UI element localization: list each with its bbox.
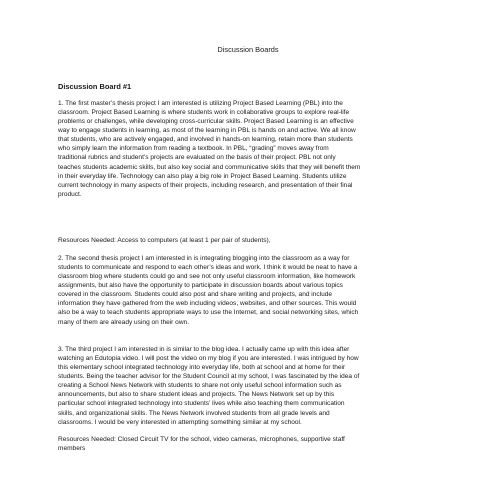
paragraph-line: 2. The second thesis project I am interested in is integrating blogging into the classroom as a way for bbox=[58, 255, 350, 262]
paragraph-line: members bbox=[58, 445, 86, 453]
paragraph-line: students. Being the teacher advisor for the Student Council at my school, I was fascinated by the idea of bbox=[58, 373, 360, 381]
paragraph-line: product. bbox=[58, 190, 82, 198]
paragraph-line: problems or challenges, while developing cross-curricular skills. Project Based Learning is an effective bbox=[58, 118, 354, 126]
paragraph-line: that students, who are actively engaged, and involved in hands-on learning, retain more than students bbox=[58, 136, 353, 144]
paragraph-line: particular school integrated technology into students’ lives while also teaching them communication bbox=[58, 400, 345, 408]
paragraph-line: traditional rubrics and student’s projects are evaluated on the basis of their project. PBL not only bbox=[58, 154, 336, 162]
paragraph-project-3 bbox=[58, 345, 438, 427]
paragraph-project-2 bbox=[58, 254, 438, 327]
section-heading: Discussion Board #1 bbox=[58, 82, 132, 91]
paragraph-line: Resources Needed: Access to computers (at least 1 per pair of students), bbox=[58, 237, 271, 244]
paragraph-line: teaches students academic skills, but also key social and communicative skills that they will benefit them bbox=[58, 163, 361, 171]
paragraph-line: skills, and organizational skills. The News Network involved students from all grade levels and bbox=[58, 409, 330, 417]
paragraph-line: way to engage students in learning, as most of the learning in PBL is hands on and active. We all know bbox=[58, 127, 356, 135]
paragraph-resources-1 bbox=[58, 236, 438, 245]
paragraph-line: information they have gathered from the web including videos, websites, and other sources. This would bbox=[58, 300, 357, 308]
paragraph-line: watching an Edutopia video. I will post the video on my blog if you are interested. I was intrigued by how bbox=[58, 355, 359, 363]
paragraph-project-1 bbox=[58, 99, 438, 199]
paragraph-line: in their everyday life. Technology can also play a big role in Project Based Learning. Students utilize bbox=[58, 172, 347, 180]
paragraph-line: classroom. Project Based Learning is where students work in collaborative groups to explore real-life bbox=[58, 109, 350, 117]
paragraph-line: Resources Needed: Closed Circuit TV for the school, video cameras, microphones, supportive staff bbox=[58, 436, 345, 443]
paragraph-line: covered in the classroom. Students could also post and share writing and projects, and include bbox=[58, 291, 333, 299]
paragraph-line: current technology in many aspects of their projects, including research, and presentation of their final bbox=[58, 181, 353, 189]
paragraph-line: classroom blog where students could go and see not only useful classroom information, like homework bbox=[58, 273, 356, 281]
paragraph-line: many of them are already using on their own. bbox=[58, 318, 190, 326]
paragraph-line: classrooms. I would be very interested in attempting something similar at my school. bbox=[58, 418, 302, 426]
document-title: Discussion Boards bbox=[217, 45, 279, 54]
paragraph-line: assignments, but also have the opportunity to participate in discussion boards about various topics bbox=[58, 282, 343, 290]
paragraph-line: also be a way to teach students appropriate ways to use the Internet, and social networking sites, which bbox=[58, 309, 359, 317]
paragraph-line: 1. The first master’s thesis project I am interested is utilizing Project Based Learning (PBL) into the bbox=[58, 100, 343, 107]
paragraph-line: announcements, but also to share student ideas and projects. The News Network set up by this bbox=[58, 391, 335, 399]
paragraph-line: this elementary school integrated technology into everyday life, both at school and at home for their bbox=[58, 364, 346, 372]
paragraph-line: creating a School News Network with students to share not only useful school information such as bbox=[58, 382, 342, 390]
paragraph-line: 3. The third project I am interested in is similar to the blog idea. I actually came up with this idea after bbox=[58, 346, 350, 353]
paragraph-line: who simply learn the information from reading a textbook. In PBL, “grading” moves away from bbox=[58, 145, 329, 153]
paragraph-line: students to communicate and respond to each other’s ideas and work. I think it would be neat to have a bbox=[58, 264, 358, 272]
paragraph-resources-3 bbox=[58, 435, 438, 453]
